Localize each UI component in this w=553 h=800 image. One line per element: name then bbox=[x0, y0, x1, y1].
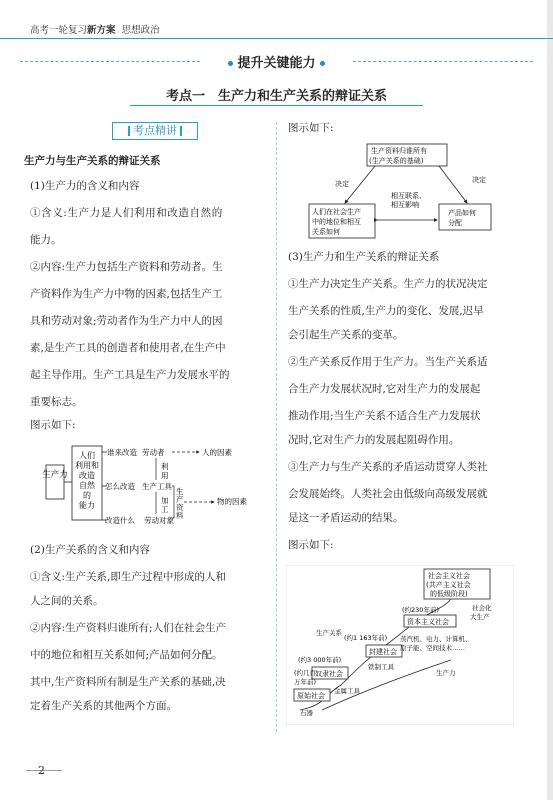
d1-thing: 物的因素 bbox=[217, 497, 247, 506]
kaodian-title: 考点一 生产力和生产关系的辩证关系 bbox=[165, 89, 387, 104]
productivity-diagram bbox=[42, 440, 272, 530]
running-header bbox=[30, 22, 160, 36]
right-text-12: 图示如下: bbox=[288, 539, 334, 551]
column-divider bbox=[276, 122, 277, 732]
d1-how: 怎么改造 bbox=[105, 482, 135, 491]
social-development-diagram bbox=[286, 565, 514, 725]
d3-prod-force: 生产力 bbox=[436, 669, 456, 677]
d1-means-3: 资 bbox=[176, 503, 184, 512]
right-text-6: 合生产力发展状况时,它对生产力的发展起 bbox=[288, 383, 481, 395]
right-text-9: ③生产力与生产关系的矛盾运动贯穿人类社 bbox=[288, 461, 488, 473]
d2-decide-l: 决定 bbox=[335, 180, 349, 188]
left2-text-3: 人之间的关系。 bbox=[30, 595, 104, 607]
left2-text-4: ②内容:生产资料归谁所有;人们在社会生产 bbox=[30, 622, 227, 634]
d3-prod-rel: 生产关系 bbox=[316, 629, 342, 637]
left-text-8: 起主导作用。生产工具是生产力发展水平的 bbox=[30, 369, 230, 381]
d3-stage-4: 资本主义社会 bbox=[407, 618, 449, 626]
d1-mid-5: 的 bbox=[83, 491, 91, 500]
left-text-6: 具和劳动对象;劳动者作为生产力中人的因 bbox=[30, 315, 223, 327]
d1-object: 劳动对象 bbox=[144, 516, 174, 525]
d1-use-2: 用 bbox=[161, 471, 169, 480]
d1-mid-1: 人们 bbox=[79, 451, 95, 460]
right-text-4: 会引起生产关系的变革。 bbox=[288, 329, 404, 341]
d1-what: 改造什么 bbox=[105, 516, 135, 525]
d3-year-1b: 万年前) bbox=[294, 678, 317, 686]
section-title: 提升关键能力 bbox=[20, 52, 533, 71]
d3-tool-1: 石器 bbox=[300, 709, 313, 717]
d2-center-2: 相互影响 bbox=[391, 201, 419, 209]
header-subject: 思想政治 bbox=[121, 25, 160, 36]
right-text-7: 推动作用;当生产关系不适合生产力发展状 bbox=[288, 410, 481, 422]
d1-use-1: 利 bbox=[161, 462, 169, 471]
d3-year-2: (约3 000年前) bbox=[298, 656, 342, 664]
production-relations-diagram bbox=[305, 142, 505, 242]
right-text-1: (3)生产力和生产关系的辩证关系 bbox=[288, 251, 440, 263]
d1-mid-3: 改造 bbox=[79, 471, 95, 480]
left-text-10: 图示如下: bbox=[30, 419, 76, 431]
left-text-3: 能力。 bbox=[30, 234, 62, 246]
d1-tool: 生产工具 bbox=[142, 482, 172, 491]
left2-text-1: (2)生产关系的含义和内容 bbox=[30, 544, 150, 556]
d3-tool-3: 铁制工具 bbox=[368, 663, 394, 671]
left-text-2: ①含义:生产力是人们利用和改造自然的 bbox=[30, 207, 223, 219]
d3-soc-2: (共产主义社会 bbox=[426, 581, 471, 589]
d1-mid-4: 自然 bbox=[79, 481, 95, 490]
left-text-4: ②内容:生产力包括生产资料和劳动者。生 bbox=[30, 261, 223, 273]
kaodian-rule bbox=[130, 105, 423, 106]
page-number: 2 bbox=[38, 764, 45, 777]
d3-year-1a: (约几百 bbox=[294, 669, 317, 677]
page-spine bbox=[547, 0, 553, 800]
header-bold: 新方案 bbox=[87, 25, 116, 36]
left2-text-6: 其中,生产资料所有制是生产关系的基础,决 bbox=[30, 676, 226, 688]
left2-text-5: 中的地位和相互关系如何;产品如何分配。 bbox=[30, 649, 223, 661]
header-rule bbox=[0, 38, 553, 39]
d1-labor: 劳动者 bbox=[142, 448, 165, 457]
d2-right-2: 分配 bbox=[448, 219, 462, 227]
left-text-9: 重要标志。 bbox=[30, 396, 83, 408]
d2-right-1: 产品如何 bbox=[448, 209, 476, 217]
right-text-3: 生产关系的性质,生产力的变化、发展,迟早 bbox=[288, 305, 484, 317]
d1-human: 人的因素 bbox=[202, 448, 232, 457]
d3-stage-3: 封建社会 bbox=[369, 648, 397, 656]
d2-left-3: 关系如何 bbox=[312, 228, 340, 236]
left-text-5: 产资料作为生产力中物的因素,包括生产工 bbox=[30, 288, 223, 300]
left2-text-2: ①含义:生产关系,即生产过程中形成的人和 bbox=[30, 571, 226, 583]
d3-big-2: 大生产 bbox=[470, 613, 490, 621]
d1-who: 谁来改造 bbox=[107, 448, 137, 457]
d1-mid-6: 能力 bbox=[79, 501, 95, 510]
d3-year-4: (约230年前) bbox=[402, 606, 439, 614]
d2-left-1: 人们在社会生产 bbox=[312, 208, 361, 216]
d2-top-2: (生产关系的基础) bbox=[369, 157, 424, 165]
right-text-8: 况时,它对生产力的发展起阻碍作用。 bbox=[288, 434, 460, 446]
d2-left-2: 中的地位和相互 bbox=[312, 218, 361, 226]
d2-center-1: 相互联系、 bbox=[391, 192, 426, 200]
d3-tech-2: 原子能、空间技术…… bbox=[400, 644, 465, 652]
d2-decide-r: 决定 bbox=[472, 176, 486, 184]
d1-mid-2: 利用和 bbox=[75, 461, 99, 470]
left-text-7: 素,是生产工具的创造者和使用者,在生产中 bbox=[30, 342, 226, 354]
d1-means-4: 料 bbox=[176, 511, 184, 520]
left-text-1: (1)生产力的含义和内容 bbox=[30, 180, 140, 192]
section-band bbox=[20, 53, 533, 69]
topic-tag: 考点精讲 bbox=[112, 122, 198, 140]
d2-top-1: 生产资料归谁所有 bbox=[371, 147, 427, 155]
d1-means-1: 生 bbox=[176, 487, 184, 496]
d1-means-2: 产 bbox=[176, 495, 184, 504]
right-text-5: ②生产关系反作用于生产力。当生产关系适 bbox=[288, 356, 488, 368]
d3-tech-1: 蒸汽机、电力、计算机、 bbox=[400, 635, 472, 643]
d3-year-3: (约1 163年前) bbox=[344, 634, 388, 642]
d1-left-top: 生产力 bbox=[42, 470, 68, 480]
left-heading: 生产力与生产关系的辩证关系 bbox=[24, 155, 161, 167]
d1-proc-2: 工 bbox=[161, 505, 169, 514]
d3-soc-3: 的低级阶段) bbox=[430, 590, 468, 598]
right-fig-label: 图示如下: bbox=[288, 122, 334, 134]
left2-text-7: 定着生产关系的其他两个方面。 bbox=[30, 700, 177, 712]
d3-soc-1: 社会主义社会 bbox=[428, 572, 470, 580]
d3-stage-2: 奴隶社会 bbox=[315, 670, 343, 678]
header-prefix: 高考一轮复习 bbox=[30, 25, 88, 36]
d3-big-1: 社会化 bbox=[472, 604, 492, 612]
d3-stage-1: 原始社会 bbox=[297, 692, 325, 700]
d1-proc-1: 加 bbox=[161, 496, 169, 505]
right-text-10: 会发展始终。人类社会由低级向高级发展就 bbox=[288, 488, 488, 500]
d3-tool-2: 金属工具 bbox=[334, 687, 360, 695]
right-text-11: 是这一矛盾运动的结果。 bbox=[288, 512, 404, 524]
right-text-2: ①生产力决定生产关系。生产力的状况决定 bbox=[288, 278, 488, 290]
